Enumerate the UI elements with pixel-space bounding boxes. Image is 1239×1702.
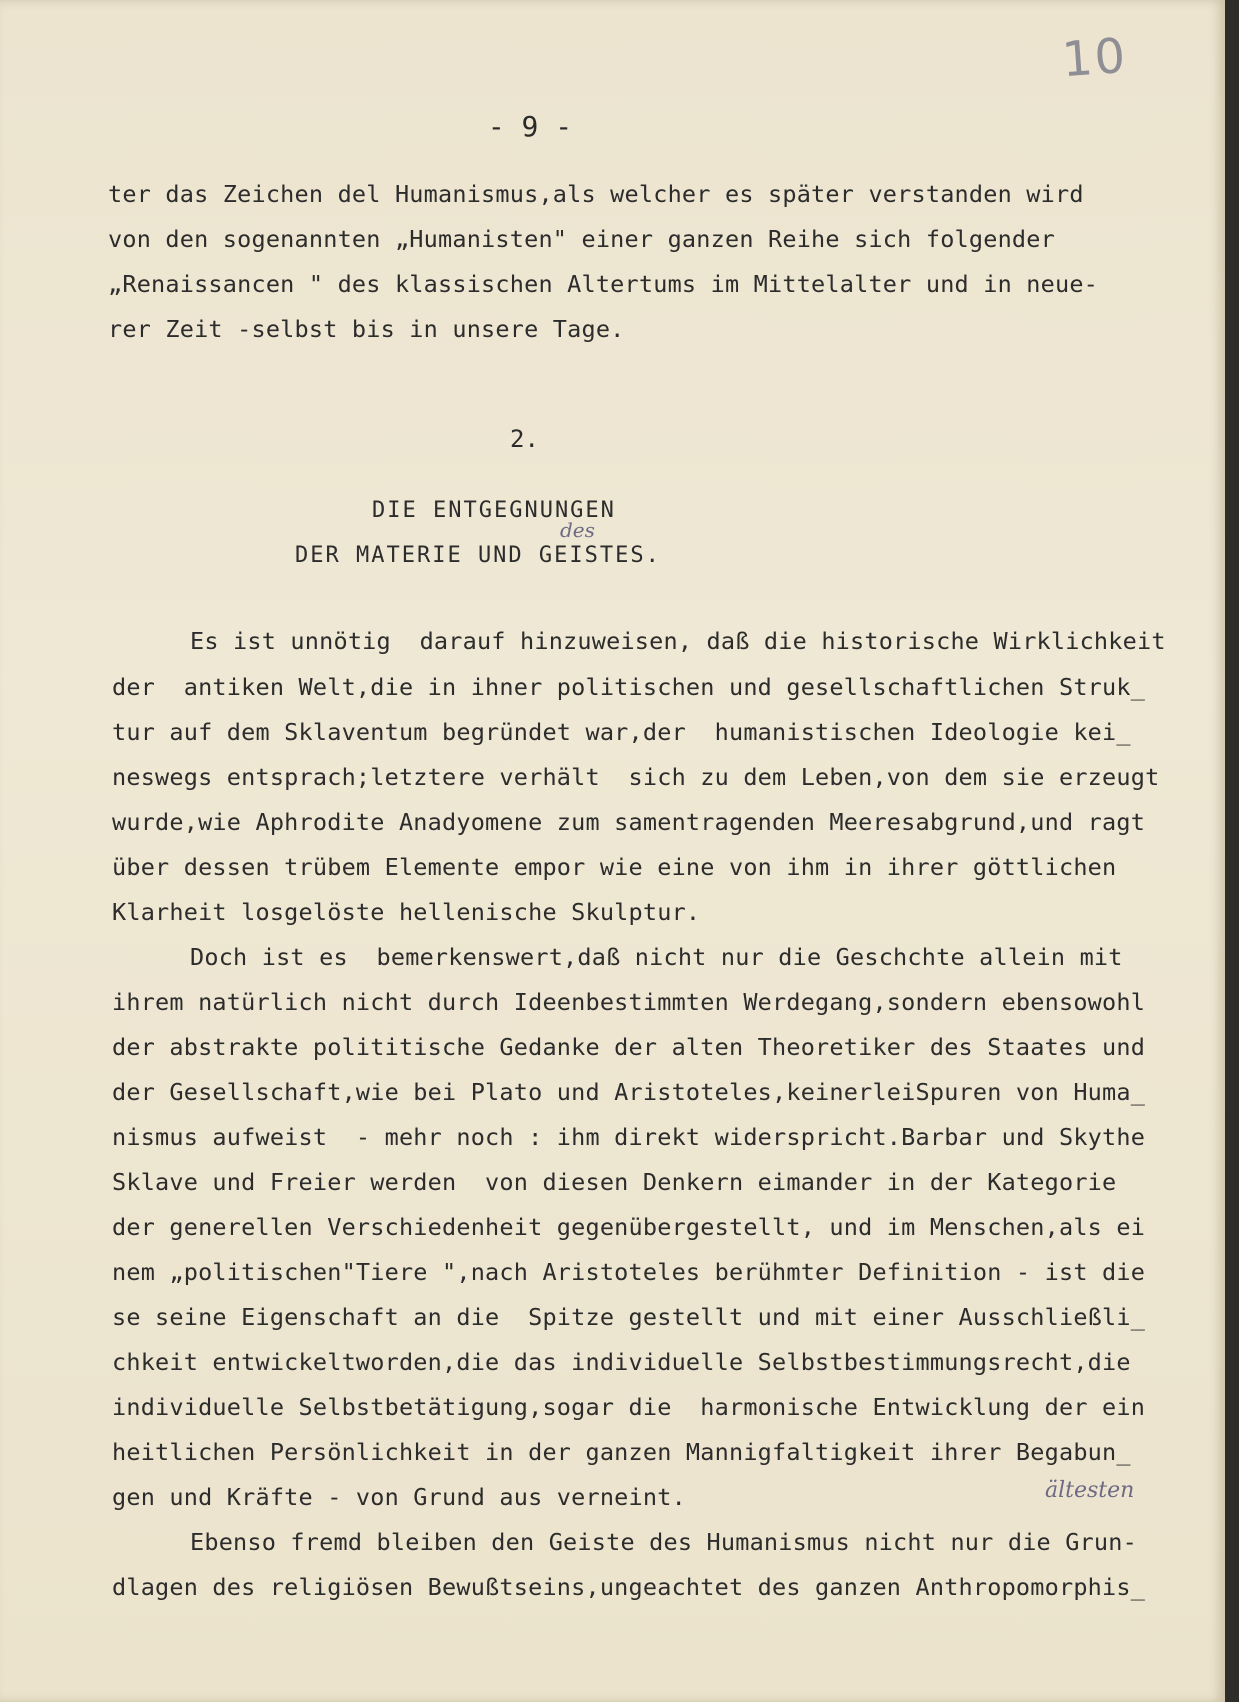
body-line: ihrem natürlich nicht durch Ideenbestimmten Werdegang,sondern ebensowohl — [112, 988, 1146, 1016]
body-line: der Gesellschaft,wie bei Plato und Aristoteles,keinerleiSpuren von Huma_ — [112, 1078, 1146, 1106]
body-line: gen und Kräfte - von Grund aus verneint. — [112, 1483, 686, 1511]
body-line: Ebenso fremd bleiben den Geiste des Humanismus nicht nur die Grun- — [190, 1528, 1137, 1556]
scan-background-edge — [1225, 0, 1239, 1702]
section-title-line-2: DER MATERIE UND GEISTES. — [295, 543, 661, 568]
intro-line: von den sogenannten „Humanisten" einer ganzen Reihe sich folgender — [108, 225, 1055, 253]
body-line: Es ist unnötig darauf hinzuweisen, daß die historische Wirklichkeit — [190, 627, 1166, 655]
body-line: heitlichen Persönlichkeit in der ganzen Mannigfaltigkeit ihrer Begabun_ — [112, 1438, 1131, 1466]
body-line: chkeit entwickeltworden,die das individuelle Selbstbestimmungsrecht,die — [112, 1348, 1131, 1376]
body-line: nem „politischen"Tiere ",nach Aristoteles berühmter Definition - ist die — [112, 1258, 1146, 1286]
body-line: der generellen Verschiedenheit gegenübergestellt, und im Menschen,als ei — [112, 1213, 1146, 1241]
body-line: wurde,wie Aphrodite Anadyomene zum samentragenden Meeresabgrund,und ragt — [112, 808, 1146, 836]
intro-line: rer Zeit -selbst bis in unsere Tage. — [108, 315, 625, 343]
archive-page-number: 10 — [1060, 27, 1129, 89]
body-line: Sklave und Freier werden von diesen Denkern eimander in der Kategorie — [112, 1168, 1117, 1196]
body-line: über dessen trübem Elemente empor wie eine von ihm in ihrer göttlichen — [112, 853, 1117, 881]
body-line: neswegs entsprach;letztere verhält sich zu dem Leben,von dem sie erzeugt — [112, 763, 1160, 791]
body-line: nismus aufweist - mehr noch : ihm direkt widerspricht.Barbar und Skythe — [112, 1123, 1146, 1151]
page-number: - 9 - — [487, 110, 573, 143]
body-line: der abstrakte polititische Gedanke der alten Theoretiker des Staates und — [112, 1033, 1146, 1061]
title-insertion-note: des — [560, 518, 595, 542]
body-line: der antiken Welt,die in ihner politischen und gesellschaftlichen Struk_ — [112, 673, 1146, 701]
body-line: dlagen des religiösen Bewußtseins,ungeachtet des ganzen Anthropomorphis_ — [112, 1573, 1146, 1601]
section-number: 2. — [510, 425, 539, 453]
marginal-handwritten-note: ältesten — [1045, 1478, 1135, 1503]
body-line: Klarheit losgelöste hellenische Skulptur. — [112, 898, 701, 926]
intro-line: „Renaissancen " des klassischen Altertums im Mittelalter und in neue- — [108, 270, 1099, 298]
body-line: se seine Eigenschaft an die Spitze gestellt und mit einer Ausschließli_ — [112, 1303, 1146, 1331]
body-line: tur auf dem Sklaventum begründet war,der humanistischen Ideologie kei_ — [112, 718, 1131, 746]
body-line: Doch ist es bemerkenswert,daß nicht nur die Geschchte allein mit — [190, 943, 1123, 971]
body-line: individuelle Selbstbetätigung,sogar die harmonische Entwicklung der ein — [112, 1393, 1146, 1421]
intro-line: ter das Zeichen del Humanismus,als welcher es später verstanden wird — [108, 180, 1084, 208]
section-title-line-1: DIE ENTGEGNUNGEN — [372, 498, 616, 523]
